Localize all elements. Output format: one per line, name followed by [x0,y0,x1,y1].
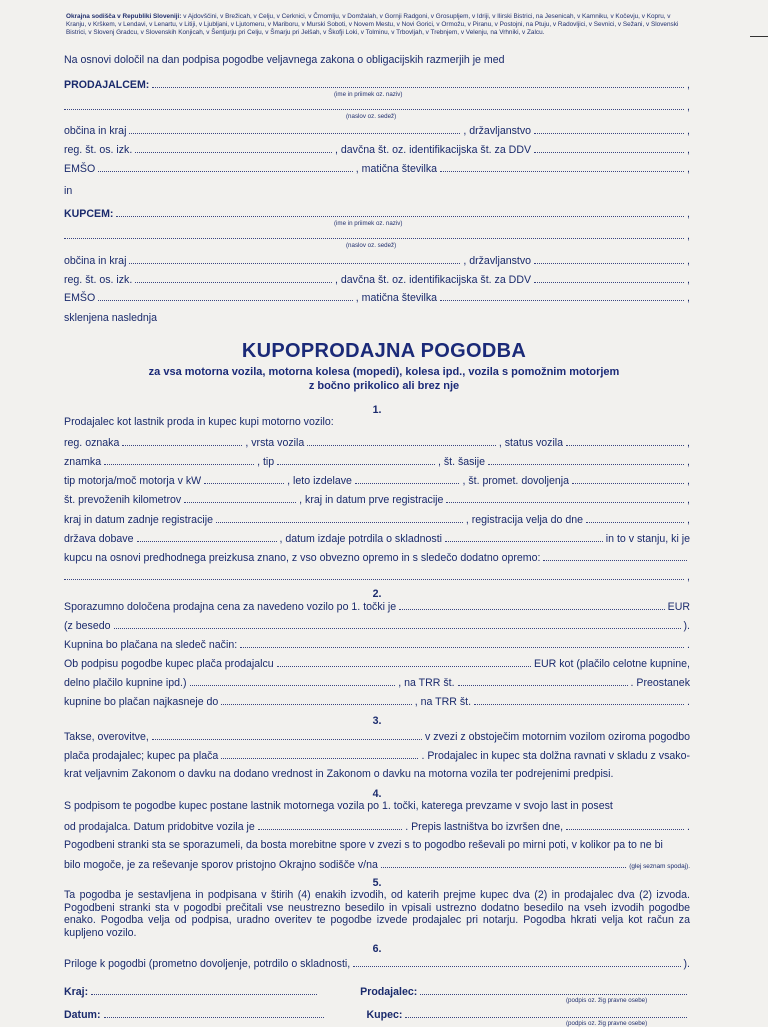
trr2-label: , na TRR št. [414,696,472,708]
permit-label: , št. promet. dovoljenja [462,475,570,487]
trr-label: , na TRR št. [398,677,455,689]
buyer-reg-number-label: , matična številka [355,292,438,304]
s3-row-pays [64,749,690,763]
seller-municipality-field[interactable] [129,124,460,134]
first-reg-field[interactable] [446,493,684,503]
words-close: ). [683,620,690,632]
seller-reg-id-field[interactable] [135,143,332,153]
partial-label: delno plačilo kupnine ipd.) [64,677,187,689]
section-4-number: 4. [372,788,382,800]
buyer-citizenship-field[interactable] [534,254,684,264]
attachments-close: ). [683,958,690,970]
engine-field[interactable] [204,474,284,484]
buyer-name-field[interactable] [116,207,684,217]
concluded-row [64,312,690,326]
seller-sign-caption: (podpis oz. žig pravne osebe) [566,997,648,1004]
s3-row-taxes [64,730,690,744]
seller-name-field[interactable] [152,78,684,88]
valid-label: , registracija velja do dne [465,514,584,526]
seller-name-comma: , [687,79,690,91]
eur-as-label: EUR kot (plačilo celotne kupnine, [533,658,690,670]
s2-row-signing [64,657,690,671]
buyer-reg-id-label: reg. št. os. izk. [64,274,133,286]
agreed-text: Pogodbeni stranki sta se sporazumeli, da bosta morebitne spore v zvezi s to pogodbo reševali po mirni poti, v kolikor pa to ne bi [64,839,663,851]
place-label: Kraj: [64,986,89,998]
seller-address-caption: (naslov oz. sedež) [346,113,397,120]
seller-reg-id-label: reg. št. os. izk. [64,144,133,156]
trr2-field[interactable] [474,695,684,705]
court-list [66,13,692,37]
known-text: kupcu na osnovi predhodnega preizkusa znano, z vso obvezno opremo in s sledečo dodatno opremo: [64,552,541,564]
s1-row-known [64,551,690,565]
equipment-field-2[interactable] [64,570,684,580]
section-2-number: 2. [372,588,382,600]
buyer-address-caption: (naslov oz. sedež) [346,242,397,249]
seller-sign-field[interactable] [420,985,687,995]
contract-subtitle-2: z bočno prikolico ali brez nje [308,380,460,392]
price-currency: EUR [667,601,690,613]
related-label: v zvezi z obstoječim motornim vozilom oziroma pogodbo [425,731,690,743]
s2-row-partial [64,676,690,690]
seller-reg-number-comma: , [687,163,690,175]
state-label: in to v stanju, ki je [605,533,690,545]
vehicle-type-label: , vrsta vozila [245,437,305,449]
permit-field[interactable] [572,474,684,484]
buyer-name-comma: , [687,208,690,220]
s4-row-owner [64,800,690,814]
attachments-label: Priloge k pogodbi (prometno dovoljenje, potrdilo o skladnosti, [64,958,351,970]
s1-row-reg [64,436,690,450]
s5-text: Ta pogodba je sestavljena in podpisana v štirih (4) enakih izvodih, od katerih prejme kupec dva (2) in prodajalec dva (2) izvoda. Pogodbeni stranki sta v pogodbi prečitali vse neustrezno besedilo in vpisali ustrezno dodatno besedilo na vseh izvodih pogodbe enako. Pogodba velja od podpisa, uradno overitev te pogodbe izvede prodajalec pri notarju. Pogodba hkrati velja kot račun za kupljeno vozilo. [64,889,690,939]
s1-row-km [64,493,690,507]
permit-comma: , [687,475,690,487]
s4-row-court [64,858,690,872]
seller-name-caption: (ime in priimek oz. naziv) [334,91,403,98]
last-reg-field[interactable] [216,513,463,523]
vehicle-type-field[interactable] [307,436,496,446]
seller-municipality-label: občina in kraj [64,125,127,137]
buyer-name-caption: (ime in priimek oz. naziv) [334,220,403,227]
intro-text: Na osnovi določil na dan podpisa pogodbe veljavnega zakona o obligacijskih razmerjih je med [64,54,505,66]
buyer-reg-number-comma: , [687,292,690,304]
at-signing-label: Ob podpisu pogodbe kupec plača prodajalcu [64,658,274,670]
section-1-number: 1. [372,404,382,416]
buyer-address-comma: , [687,230,690,242]
s2-row-words [64,619,690,633]
country-field[interactable] [137,532,277,542]
s2-row-method [64,638,690,652]
year-label: , leto izdelave [287,475,352,487]
owner-text: S podpisom te pogodbe kupec postane lastnik motornega vozila po 1. točki, katerega prevzame v svojo last in posest [64,800,613,812]
pay-method-label: Kupnina bo plačana na sledeč način: [64,639,238,651]
section-3-number: 3. [372,715,382,727]
s1-row-last-reg [64,513,690,527]
taxes-field[interactable] [152,730,422,740]
reg-mark-label: reg. oznaka [64,437,120,449]
seller-municipality-row [64,124,690,138]
taxes-label: Takse, overovitve, [64,731,149,743]
pays-label: plača prodajalec; kupec pa plača [64,750,219,762]
transfer-label: . Prepis lastništva bo izvršen dne, [405,821,564,833]
seller-citizenship-comma: , [687,125,690,137]
seller-address-row [64,100,690,114]
buyer-tax-comma: , [687,274,690,286]
trr2-period: . [687,696,690,708]
buyer-tax-label: , davčna št. oz. identifikacijska št. za DDV [334,274,532,286]
transfer-date-field[interactable] [566,820,684,830]
km-label: št. prevoženih kilometrov [64,494,182,506]
seller-emso-field[interactable] [98,162,353,172]
buyer-emso-label: EMŠO [64,292,96,304]
buyer-tax-field[interactable] [534,273,684,283]
section-6-number: 6. [372,943,382,955]
corner-mark [750,36,768,37]
valid-comma: , [687,514,690,526]
court-list-text: v Ajdovščini, v Brežicah, v Celju, v Cerknici, v Črnomlju, v Domžalah, v Gornji Radgoni, v Grosupljem, v Idriji, v Ilirski Bistrici, na Jesenicah, v Kamniku, v Kočevju, v Kopru, v Kranju, v Krškem, v Lendavi, v Lenartu, v Litiji, v Ljubljani, v Ljutomeru, v Mariboru, v Murski Soboti, v Novem Mestu, v Novi Gorici, v Ormožu, v Piranu, v Postojni, na Ptuju, v Radovljici, v Sevnici, v Sežani, v Slovenski Bistrici, v Slovenj Gradcu, v Slovenskih Konjicah, v Šentjurju pri Celju, v Šmarju pri Jelšah, v Škofji Loki, v Tolminu, v Trbovljah, v Trebnjem, v Velenju, na Vrhniki, v Zalcu. [66,13,679,36]
acquired-date-field[interactable] [258,820,402,830]
chassis-label: , št. šasije [437,456,486,468]
remainder-label: kupnine bo plačan najkasneje do [64,696,219,708]
cert-date-label: , datum izdaje potrdila o skladnosti [279,533,443,545]
buyer-emso-row [64,291,690,305]
brand-field[interactable] [104,455,254,465]
buyer-name-row [64,207,690,221]
status-comma: , [687,437,690,449]
buyer-pays-field[interactable] [221,749,418,759]
brand-label: znamka [64,456,102,468]
buyer-address-row [64,229,690,243]
contract-title: KUPOPRODAJNA POGODBA [241,340,527,362]
seller-emso-label: EMŠO [64,163,96,175]
partial-field[interactable] [190,676,396,686]
buyer-sign-field[interactable] [405,1008,687,1018]
seller-citizenship-field[interactable] [534,124,684,134]
status-field[interactable] [566,436,684,446]
concluded-text: sklenjena naslednja [64,312,158,324]
seller-label: PRODAJALCEM: [64,79,150,91]
buyer-reg-id-field[interactable] [135,273,332,283]
first-reg-comma: , [687,494,690,506]
remainder-date-field[interactable] [221,695,411,705]
section-5-number: 5. [372,877,382,889]
buyer-address-field[interactable] [64,229,684,239]
s4-row-acquired [64,820,690,834]
remaining-label: . Preostanek [630,677,690,689]
date-label: Datum: [64,1009,101,1021]
seller-address-comma: , [687,101,690,113]
s1-row-equipment [64,570,690,584]
seller-emso-row [64,162,690,176]
attachments-field[interactable] [353,957,680,967]
year-field[interactable] [355,474,460,484]
status-label: , status vozila [498,437,564,449]
s1-lead-row [64,416,690,430]
valid-field[interactable] [586,513,684,523]
buyer-emso-field[interactable] [98,291,353,301]
trr-field[interactable] [458,676,628,686]
court-list-label: Okrajna sodišča v Republiki Sloveniji: [66,13,182,20]
seller-citizenship-label: , državljanstvo [463,125,532,137]
seller-tax-comma: , [687,144,690,156]
s2-row-remainder [64,695,690,709]
country-label: država dobave [64,533,134,545]
court-field[interactable] [381,858,626,868]
reg-mark-field[interactable] [122,436,242,446]
pay-method-field[interactable] [240,638,684,648]
transfer-period: . [687,821,690,833]
s2-row-price [64,600,690,614]
buyer-reg-number-field[interactable] [440,291,684,301]
buyer-citizenship-comma: , [687,255,690,267]
km-field[interactable] [184,493,296,503]
engine-label: tip motorja/moč motorja v kW [64,475,202,487]
s1-row-brand [64,455,690,469]
chassis-field[interactable] [488,455,684,465]
equipment-comma: , [687,571,690,583]
s3-row-law [64,768,690,782]
type-field[interactable] [277,455,435,465]
last-reg-label: kraj in datum zadnje registracije [64,514,213,526]
s1-row-country [64,532,690,546]
buyer-label: KUPCEM: [64,208,114,220]
seller-name-row [64,78,690,92]
s1-lead-text: Prodajalec kot lastnik proda in kupec kupi motorno vozilo: [64,416,334,428]
seller-sign-label: Prodajalec: [360,986,418,998]
at-signing-field[interactable] [277,657,531,667]
seller-address-field[interactable] [64,100,684,110]
place-field[interactable] [91,985,317,995]
price-text: Sporazumno določena prodajna cena za navedeno vozilo po 1. točki je [64,601,397,613]
seller-reg-number-field[interactable] [440,162,684,172]
obliged-label: . Prodajalec in kupec sta dolžna ravnati v skladu z vsako- [421,750,690,762]
seller-reg-number-label: , matična številka [355,163,438,175]
type-label: , tip [257,456,275,468]
in-text: in [64,185,73,197]
buyer-municipality-label: občina in kraj [64,255,127,267]
buyer-id-row [64,273,690,287]
cert-date-field[interactable] [445,532,603,542]
seller-id-row [64,143,690,157]
price-field[interactable] [399,600,664,610]
intro-line [64,54,690,68]
date-field[interactable] [104,1008,324,1018]
court-label: bilo mogoče, je za reševanje sporov pristojno Okrajno sodišče v/na [64,859,378,871]
seller-tax-field[interactable] [534,143,684,153]
price-words-field[interactable] [114,619,681,629]
s4-row-agreed [64,839,690,853]
first-reg-label: , kraj in datum prve registracije [299,494,444,506]
s1-row-engine [64,474,690,488]
buyer-citizenship-label: , državljanstvo [463,255,532,267]
s6-row [64,957,690,971]
buyer-sign-caption: (podpis oz. žig pravne osebe) [566,1020,648,1027]
buyer-municipality-row [64,254,690,268]
seller-tax-label: , davčna št. oz. identifikacijska št. za DDV [334,144,532,156]
buyer-municipality-field[interactable] [129,254,460,264]
equipment-field-1[interactable] [543,551,687,561]
acquired-label: od prodajalca. Datum pridobitve vozila je [64,821,255,833]
buyer-sign-label: Kupec: [366,1009,403,1021]
see-list-note: (glej seznam spodaj). [629,863,690,870]
chassis-comma: , [687,456,690,468]
law-text: krat veljavnim Zakonom o davku na dodano vrednost in Zakonom o davku na motorna vozila ter podrejenimi predpisi. [64,768,614,780]
words-open: (z besedo [64,620,111,632]
pay-method-period: . [687,639,690,651]
contract-subtitle-1: za vsa motorna vozila, motorna kolesa (mopedi), kolesa ipd., vozila s pomožnim motorjem [148,366,620,378]
in-row [64,185,690,199]
